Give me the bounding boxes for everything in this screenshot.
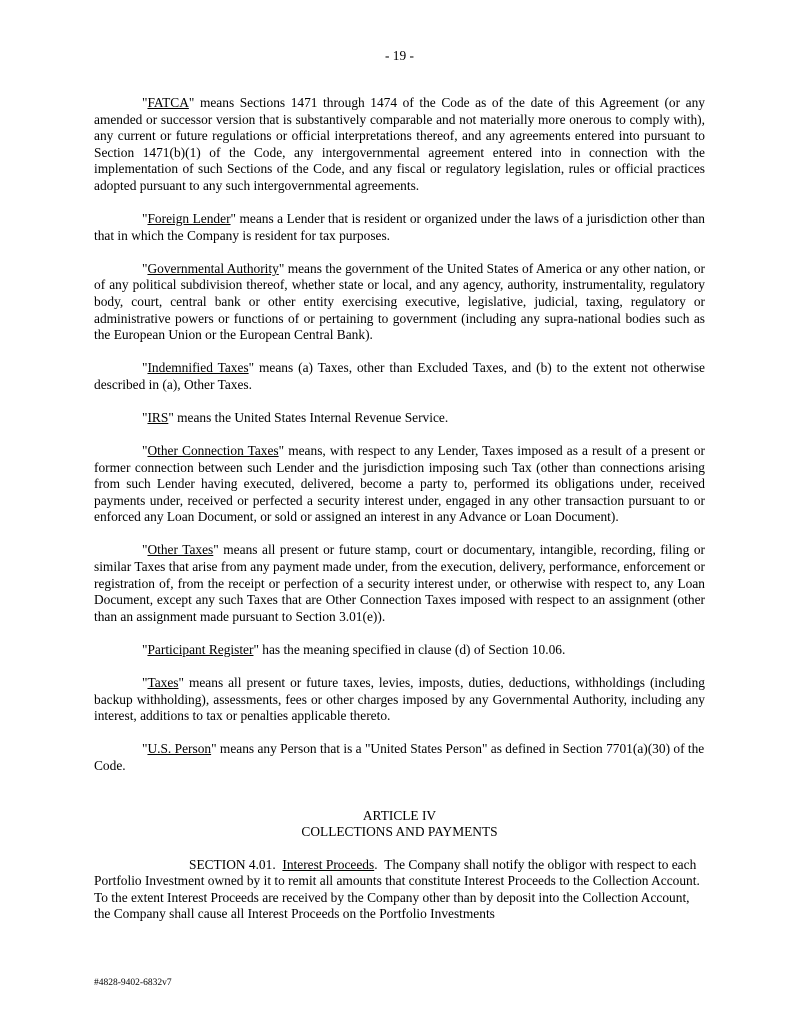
definition-text: means all present or future stamp, court or documentary, intangible, recording, filing or similar Taxes that arise from any payment made under, from the execution, delivery, performance, enforcement or registration of, from the receipt or perfection of a security interest under, or otherwise with respect to, any Loan Document, except any such Taxes that are Other Connection Taxes imposed with respect to an assignment (other than an assignment made pursuant to Section 3.01(e)). <box>94 542 705 624</box>
definition-irs: "IRS" means the United States Internal Revenue Service. <box>142 409 449 425</box>
page-number: - 19 - <box>384 48 414 63</box>
definition-text: means the government of the United States of America or any other nation, or of any political subdivision thereof, whether state or local, and any agency, authority, instrumentality, regulatory body, court, central bank or other entity exercising executive, legislative, judicial, taxing, regulatory or administrative powers or functions of or pertaining to government (including any supra-national bodies such as the European Union or the European Central Bank). <box>94 260 705 343</box>
article-number: ARTICLE IV <box>362 807 437 823</box>
defined-term: Other Connection Taxes <box>147 443 279 458</box>
defined-term: FATCA <box>147 95 189 110</box>
document-body <box>94 95 705 923</box>
defined-term: Other Taxes <box>147 542 214 558</box>
defined-term: Taxes <box>147 675 179 691</box>
definition-text: means (a) Taxes, other than Excluded Taxes, and (b) to the extent not otherwise described in (a), Other Taxes. <box>94 360 705 392</box>
defined-term: Participant Register <box>147 641 254 657</box>
defined-term: Governmental Authority <box>147 260 279 276</box>
defined-term: IRS <box>147 409 169 425</box>
section-4-01: SECTION 4.01. Interest Proceeds. The Company shall notify the obligor with respect to each Portfolio Investment owned by it to remit all amounts that constitute Interest Proceeds to the Collection Account. To the extent Interest Proceeds are received by the Company other than by deposit into the Collection Account, the Company shall cause all Interest Proceeds on the Portfolio Investments <box>94 856 700 922</box>
document-id-footer: #4828-9402-6832v7 <box>94 978 172 988</box>
definition-text: has the meaning specified in clause (d) of Section 10.06. <box>258 641 566 657</box>
definition-fatca: "FATCA" means Sections 1471 through 1474 of the Code as of the date of this Agreement (or any amended or successor version that is substantively comparable and not materially more onerous to comply with), any current or future regulations or official interpretations thereof, and any agreements entered into pursuant to Section 1471(b)(1) of the Code, any intergovernmental agreement entered into in connection with the implementation of such Sections of the Code, and any fiscal or regulatory legislation, rules or official practices adopted pursuant to any such intergovernmental agreements. <box>94 95 705 193</box>
article-title: COLLECTIONS AND PAYMENTS <box>301 824 498 840</box>
article-heading <box>94 808 705 841</box>
definition-text: means a Lender that is resident or organized under the laws of a jurisdiction other than that in which the Company is resident for tax purposes. <box>94 211 705 243</box>
definition-other-taxes: "Other Taxes" means all present or future stamp, court or documentary, intangible, recording, filing or similar Taxes that arise from any payment made under, from the execution, delivery, performance, enforcement or registration of, from the receipt or perfection of a security interest under, or otherwise with respect to, any Loan Document, except any such Taxes that are Other Connection Taxes imposed with respect to an assignment (other than an assignment made pursuant to Section 3.01(e)). <box>94 542 705 624</box>
definition-participant-register: "Participant Register" has the meaning specified in clause (d) of Section 10.06. <box>142 641 566 657</box>
definition-other-connection-taxes: "Other Connection Taxes" means, with respect to any Lender, Taxes imposed as a result of a present or former connection between such Lender and the jurisdiction imposing such Tax (other than connections arising from such Lender having executed, delivered, become a party to, performed its obligations under, received payments under, received or perfected a security interest under, engaged in any other transaction pursuant to or enforced any Loan Document, or sold or assigned an interest in any Advance or Loan Document). <box>94 443 705 525</box>
definition-foreign-lender: "Foreign Lender" means a Lender that is resident or organized under the laws of a jurisdiction other than that in which the Company is resident for tax purposes. <box>94 211 705 243</box>
definition-text: means all present or future taxes, levies, imposts, duties, deductions, withholdings (including backup withholding), assessments, fees or other charges imposed by any Governmental Authority, including any interest, additions to tax or penalties applicable thereto. <box>94 675 705 724</box>
definition-text: means Sections 1471 through 1474 of the Code as of the date of this Agreement (or any amended or successor version that is substantively comparable and not materially more onerous to comply with), any current or future regulations or official interpretations thereof, and any agreements entered into pursuant to Section 1471(b)(1) of the Code, any intergovernmental agreement entered into in connection with the implementation of such Sections of the Code, and any fiscal or regulatory legislation, rules or official practices adopted pursuant to any such intergovernmental agreements. <box>94 95 705 193</box>
defined-term: U.S. Person <box>147 741 212 757</box>
defined-term: Foreign Lender <box>147 211 231 227</box>
defined-term: Indemnified Taxes <box>147 360 249 376</box>
definition-text: means the United States Internal Revenue Service. <box>173 409 449 425</box>
section-text: The Company shall notify the obligor with respect to each Portfolio Investment owned by it to remit all amounts that constitute Interest Proceeds to the Collection Account. To the extent Interest Proceeds are received by the Company other than by deposit into the Collection Account, the Company shall cause all Interest Proceeds on the Portfolio Investments <box>94 856 700 922</box>
section-number: SECTION 4.01. <box>189 856 276 872</box>
section-heading: Interest Proceeds <box>282 856 375 872</box>
definition-text: means any Person that is a "United States Person" as defined in Section 7701(a)(30) of the Code. <box>94 741 705 773</box>
definition-taxes: "Taxes" means all present or future taxes, levies, imposts, duties, deductions, withholdings (including backup withholding), assessments, fees or other charges imposed by any Governmental Authority, including any interest, additions to tax or penalties applicable thereto. <box>94 675 705 724</box>
definition-us-person: "U.S. Person" means any Person that is a "United States Person" as defined in Section 7701(a)(30) of the Code. <box>94 741 705 773</box>
definition-text: means, with respect to any Lender, Taxes imposed as a result of a present or former connection between such Lender and the jurisdiction imposing such Tax (other than connections arising from such Lender having executed, delivered, become a party to, performed its obligations under, received payments under, received or perfected a security interest under, engaged in any other transaction pursuant to or enforced any Loan Document, or sold or assigned an interest in any Advance or Loan Document). <box>94 443 705 525</box>
definition-indemnified-taxes: "Indemnified Taxes" means (a) Taxes, other than Excluded Taxes, and (b) to the extent not otherwise described in (a), Other Taxes. <box>94 360 705 392</box>
definition-governmental-authority: "Governmental Authority" means the government of the United States of America or any other nation, or of any political subdivision thereof, whether state or local, and any agency, authority, instrumentality, regulatory body, court, central bank or other entity exercising executive, legislative, judicial, taxing, regulatory or administrative powers or functions of or pertaining to government (including any supra-national bodies such as the European Union or the European Central Bank). <box>94 260 705 343</box>
